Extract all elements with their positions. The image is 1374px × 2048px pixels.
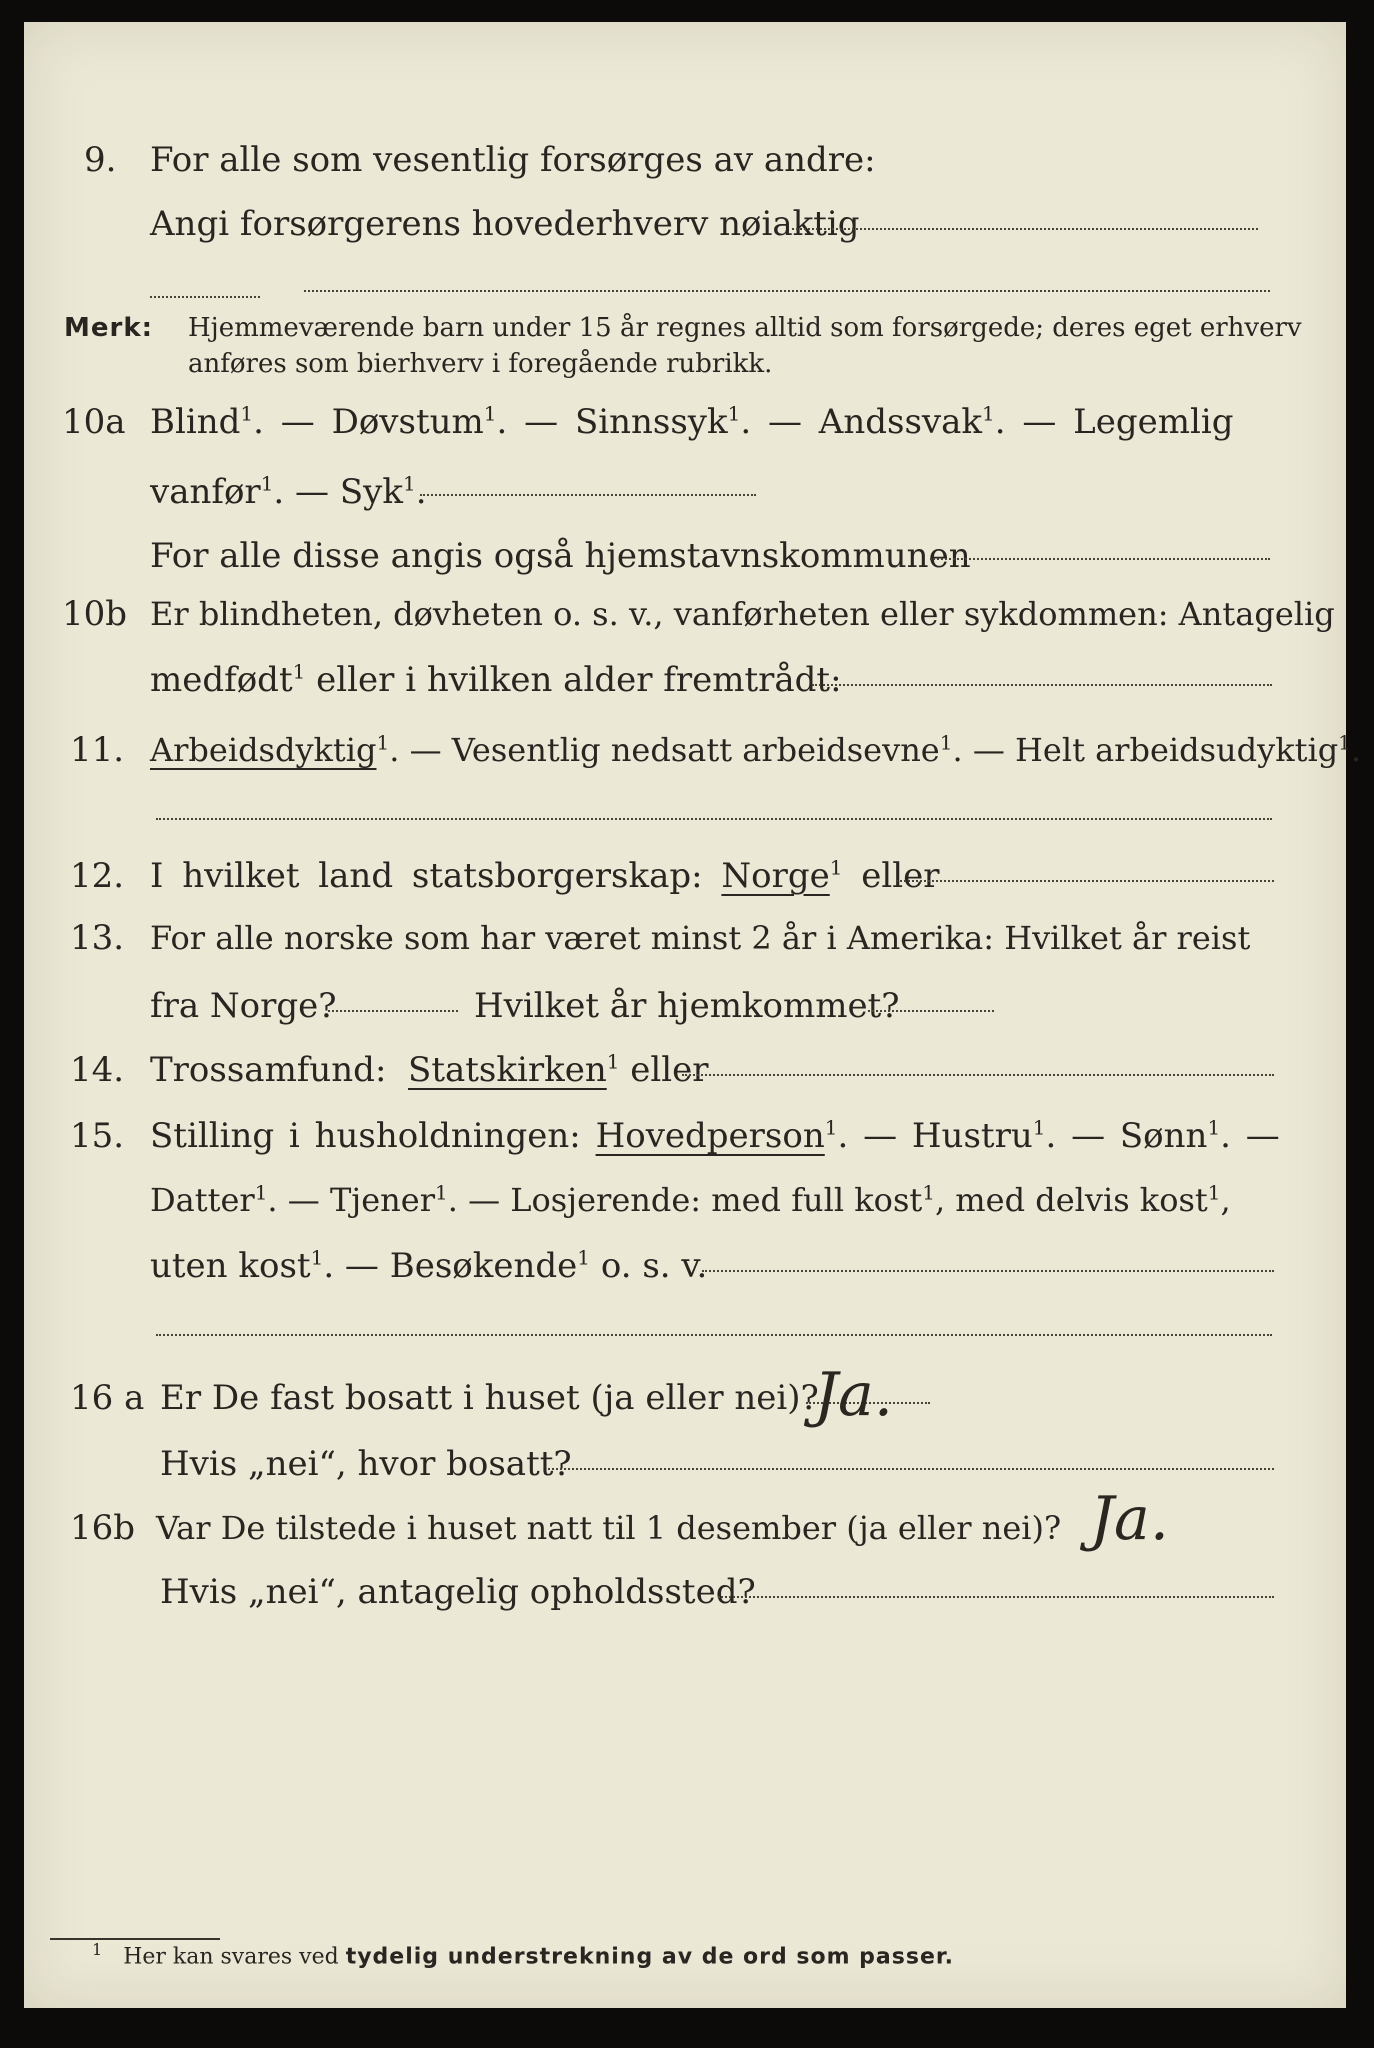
answer-field-15[interactable] [702,1270,1274,1272]
question-16a-line-2 [0,1438,1374,1490]
answer-field-16a-bosatt[interactable] [548,1468,1274,1470]
option-andssvak[interactable]: Andssvak [818,402,982,442]
question-text: Er blindheten, døvheten o. s. v., vanførheten eller sykdommen: Antagelig [150,595,1335,633]
question-10b-line-2 [0,654,1374,706]
question-text: Hvis „nei“, hvor bosatt? [160,1444,572,1484]
option-dovstum[interactable]: Døvstum [331,402,484,442]
answer-field-15-b[interactable] [156,1334,1272,1336]
question-number: 16 a [70,1378,145,1418]
question-text: medfødt$^1$ eller i hvilken alder fremtrådt: [150,659,842,700]
note-text: Hjemmeværende barn under 15 år regnes alltid som forsørgede; deres eget erhverv [188,313,1302,343]
question-10a [0,396,1374,448]
answer-field-13-hjemkommet[interactable] [868,1010,994,1012]
note-merk-line-2 [0,338,1374,390]
option-syk[interactable]: Syk [339,472,403,512]
question-number: 10a [62,402,126,442]
question-text: Blind$^1$. — Døvstum$^1$. — Sinnssyk$^1$. — Andssvak$^1$. — Legemlig [150,401,1234,442]
question-16a [0,1372,1374,1424]
question-14 [0,1044,1374,1096]
footnote-text: Her kan svares ved [123,1944,339,1970]
option-vanfor[interactable]: vanfør [150,472,261,512]
question-text: uten kost$^1$. — Besøkende$^1$ o. s. v. [150,1245,708,1286]
footnote-mark: 1 [92,1940,103,1959]
question-text: Hvis „nei“, antagelig opholdssted? [160,1572,756,1612]
option-blind[interactable]: Blind [150,402,241,442]
question-10a-line-3 [0,530,1374,582]
question-text: fra Norge? [150,986,337,1026]
question-text: Hvilket år hjemkommet? [474,986,900,1026]
question-text: Trossamfund: Statskirken$^1$ eller [150,1049,709,1090]
question-number: 9. [84,140,117,180]
question-15 [0,1110,1374,1162]
question-number: 11. [70,730,125,770]
question-number: 13. [70,918,125,958]
footnote [92,1940,954,1969]
option-legemlig[interactable]: Legemlig [1073,402,1234,442]
question-text: Datter$^1$. — Tjener$^1$. — Losjerende: med full kost$^1$, med delvis kost$^1$, [150,1180,1231,1219]
question-9 [0,134,1374,186]
answer-field-9-b[interactable] [150,296,260,298]
question-number: 12. [70,856,125,896]
answer-field-13-reist[interactable] [328,1010,458,1012]
option-norge-underlined[interactable]: Norge [721,856,830,896]
answer-field-11[interactable] [156,818,1272,820]
handwritten-answer-16a: Ja. [814,1360,893,1430]
question-text: I hvilket land statsborgerskap: Norge$^1$ eller [150,855,940,896]
question-10a-line-2 [0,466,1374,518]
answer-field-14[interactable] [682,1074,1274,1076]
question-number: 10b [62,594,128,634]
footnote-text-bold: tydelig understrekning av de ord som passer. [345,1944,954,1970]
question-text: Stilling i husholdningen: Hovedperson$^1$. — Hustru$^1$. — Sønn$^1$. — [150,1115,1280,1156]
question-text: vanfør$^1$. — Syk$^1$. [150,471,427,512]
answer-field-10a[interactable] [420,494,756,496]
option-statskirken-underlined[interactable]: Statskirken [408,1050,607,1090]
question-11 [0,724,1374,776]
question-text: Er De fast bosatt i huset (ja eller nei)? [160,1378,819,1418]
note-label: Merk: [64,313,154,343]
answer-field-12[interactable] [896,880,1274,882]
note-text: anføres som bierhverv i foregående rubrikk. [188,349,773,379]
answer-field-9[interactable] [792,228,1258,230]
answer-field-9-c[interactable] [304,290,1270,292]
question-number: 16b [70,1508,136,1548]
question-13 [0,912,1374,964]
option-arbeidsdyktig-underlined[interactable]: Arbeidsdyktig [150,731,377,769]
answer-field-16b[interactable] [718,1596,1274,1598]
question-text: For alle som vesentlig forsørges av andre: [150,140,876,180]
question-text: Angi forsørgerens hovederhverv nøiaktig [150,204,860,244]
question-text: Arbeidsdyktig$^1$. — Vesentlig nedsatt arbeidsevne$^1$. — Helt arbeidsudyktig$^1$. [150,730,1362,769]
option-sinnssyk[interactable]: Sinnssyk [574,402,728,442]
question-12 [0,850,1374,902]
question-number: 15. [70,1116,125,1156]
question-text: Var De tilstede i huset natt til 1 desember (ja eller nei)? [156,1509,1062,1547]
question-16b-line-2 [0,1566,1374,1618]
question-text: For alle disse angis også hjemstavnskommunen [150,536,971,576]
option-medfodt[interactable]: medfødt [150,660,293,700]
answer-field-10b[interactable] [812,684,1272,686]
question-15-line-2 [0,1174,1374,1226]
question-10b [0,588,1374,640]
question-text: For alle norske som har været minst 2 år i Amerika: Hvilket år reist [150,919,1251,957]
question-number: 14. [70,1050,125,1090]
answer-field-10a-kommune[interactable] [930,558,1270,560]
question-15-line-3 [0,1240,1374,1292]
option-hovedperson-underlined[interactable]: Hovedperson [595,1116,825,1156]
question-13-line-2 [0,980,1374,1032]
handwritten-answer-16b: Ja. [1090,1484,1169,1554]
question-9-line-2 [0,198,1374,250]
